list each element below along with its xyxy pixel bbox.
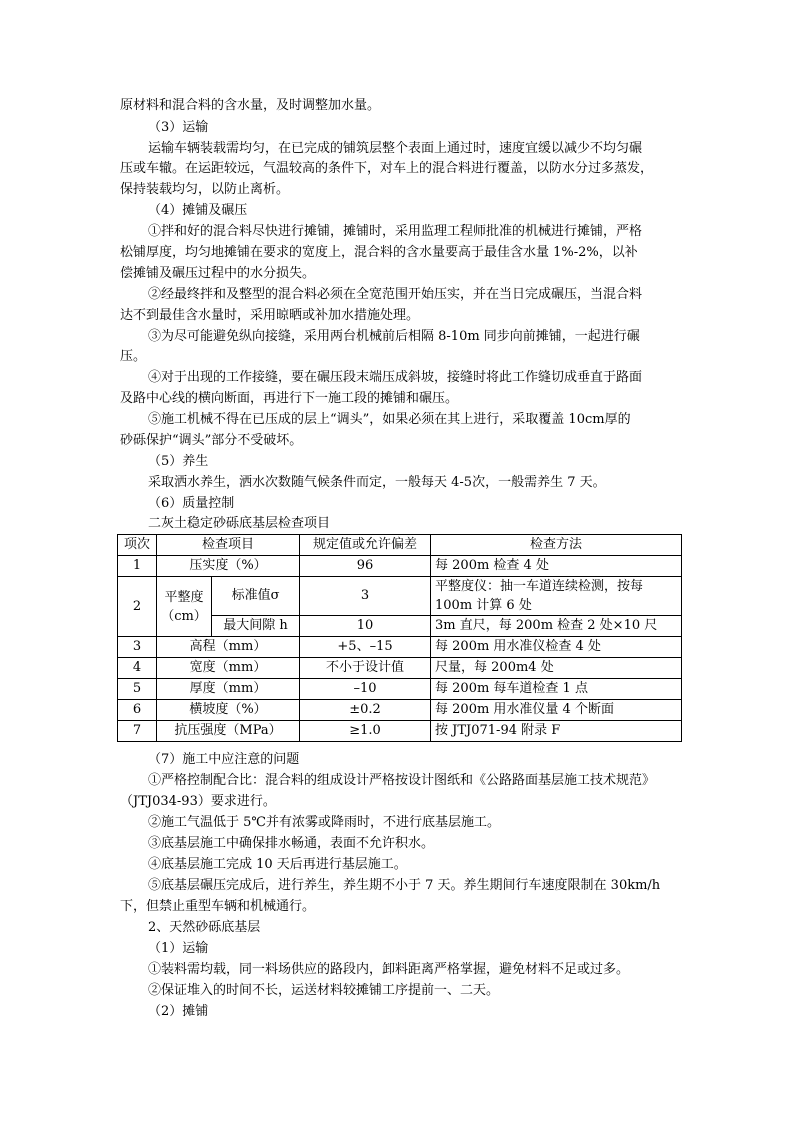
paragraph: 偿摊铺及碾压过程中的水分损失。 [120,266,316,281]
header-cell: 项次 [118,535,157,556]
check-item: 横坡度（%） [157,700,300,721]
required-value: +5、–15 [300,637,431,658]
header-cell: 规定值或允许偏差 [300,535,431,556]
check-item-group: 平整度（cm） [157,577,212,637]
table-header-row [118,535,682,556]
required-value: 96 [300,556,431,577]
check-item: 压实度（%） [157,556,300,577]
row-number: 4 [118,658,157,679]
section-heading: （1）运输 [148,941,209,956]
section-heading: （7）施工中应注意的问题 [148,752,300,767]
table-row [118,637,682,658]
paragraph: ⑤施工机械不得在已压成的层上“调头”，如果必须在其上进行，采取覆盖 10cm厚的 [148,412,631,427]
paragraph: ②保证堆入的时间不长，运送材料较摊铺工序提前一、二天。 [148,983,500,998]
paragraph: ④底基层施工完成 10 天后再进行基层施工。 [148,857,407,872]
check-method: 每 200m 检查 4 处 [431,556,682,577]
section-heading: （2）摊铺 [148,1004,209,1019]
paragraph: ②经最终拌和及整型的混合料必须在全宽范围开始压实，并在当日完成碾压，当混合料 [148,287,643,302]
row-number: 3 [118,637,157,658]
paragraph: 达不到最佳含水量时，采用晾晒或补加水措施处理。 [120,308,420,323]
required-value: ≥1.0 [300,721,431,742]
table-row [118,577,682,616]
header-cell: 检查项目 [157,535,300,556]
paragraph: 运输车辆装载需均匀，在已完成的铺筑层整个表面上通过时，速度宜缓以减少不均匀碾 [148,141,643,156]
table-row [118,658,682,679]
table-row [118,679,682,700]
check-item: 厚度（mm） [157,679,300,700]
paragraph: ⑤底基层碾压完成后，进行养生，养生期不小于 7 天。养生期间行车速度限制在 30km/h [148,878,661,893]
paragraph: 下，但禁止重型车辆和机械通行。 [120,899,316,914]
required-value: 不小于设计值 [300,658,431,679]
check-method: 每 200m 用水准仪检查 4 处 [431,637,682,658]
table-row [118,556,682,577]
paragraph: ④对于出现的工作接缝，要在碾压段末端压成斜坡，接缝时将此工作缝切成垂直于路面 [148,370,643,385]
table-row [118,700,682,721]
paragraph: 压。 [120,349,147,364]
header-cell: 检查方法 [431,535,682,556]
check-method: 按 JTJ071-94 附录 F [431,721,682,742]
paragraph: ③底基层施工中确保排水畅通，表面不允许积水。 [148,836,435,851]
row-number: 7 [118,721,157,742]
section-heading: （5）养生 [148,454,209,469]
paragraph: ③为尽可能避免纵向接缝，采用两台机械前后相隔 8-10m 同步向前摊铺，一起进行碾 [148,329,640,344]
paragraph: 压或车辙。在运距较远，气温较高的条件下，对车上的混合料进行覆盖，以防水分过多蒸发， [120,161,654,176]
check-method: 每 200m 用水准仪量 4 个断面 [431,700,682,721]
section-heading: 2、天然砂砾底基层 [148,920,261,935]
row-number: 1 [118,556,157,577]
required-value: –10 [300,679,431,700]
paragraph: 原材料和混合料的含水量，及时调整加水量。 [120,98,381,113]
paragraph: ①拌和好的混合料尽快进行摊铺，摊铺时，采用监理工程师批准的机械进行摊铺，严格 [148,224,643,239]
check-item: 高程（mm） [157,637,300,658]
paragraph: ①严格控制配合比：混合料的组成设计严格按设计图纸和《公路路面基层施工技术规范》 [148,773,656,788]
section-heading: （6）质量控制 [148,496,235,511]
inspection-table [117,534,682,742]
row-number: 5 [118,679,157,700]
check-item: 抗压强度（MPa） [157,721,300,742]
section-heading: （4）摊铺及碾压 [148,203,248,218]
paragraph: 砂砾保护“调头”部分不受破坏。 [120,433,303,448]
table-caption: 二灰土稳定砂砾底基层检查项目 [148,516,331,531]
table-row [118,721,682,742]
paragraph: 采取洒水养生，洒水次数随气候条件而定，一般每天 4-5次，一般需养生 7 天。 [148,475,606,490]
check-method: 尺量，每 200m4 处 [431,658,682,679]
paragraph: 保持装载均匀，以防止离析。 [120,182,290,197]
check-item: 最大间隙 h [212,616,300,637]
paragraph: （JTJ034-93）要求进行。 [120,794,276,809]
check-method: 每 200m 每车道检查 1 点 [431,679,682,700]
row-number: 6 [118,700,157,721]
paragraph: 松铺厚度，均匀地摊铺在要求的宽度上，混合料的含水量要高于最佳含水量 1%-2%，以补 [120,245,638,260]
check-item: 宽度（mm） [157,658,300,679]
required-value: 3 [300,577,431,616]
required-value: ±0.2 [300,700,431,721]
paragraph: ①装料需均载，同一料场供应的路段内，卸料距离严格掌握，避免材料不足或过多。 [148,962,630,977]
paragraph: ②施工气温低于 5℃并有浓雾或降雨时，不进行底基层施工。 [148,815,500,830]
check-method: 平整度仪：抽一车道连续检测，按每100m 计算 6 处 [431,577,682,616]
paragraph: 及路中心线的横向断面，再进行下一施工段的摊铺和碾压。 [120,391,459,406]
check-item: 标准值σ [212,577,300,616]
required-value: 10 [300,616,431,637]
section-heading: （3）运输 [148,120,209,135]
check-method: 3m 直尺，每 200m 检查 2 处×10 尺 [431,616,682,637]
row-number: 2 [118,577,157,637]
